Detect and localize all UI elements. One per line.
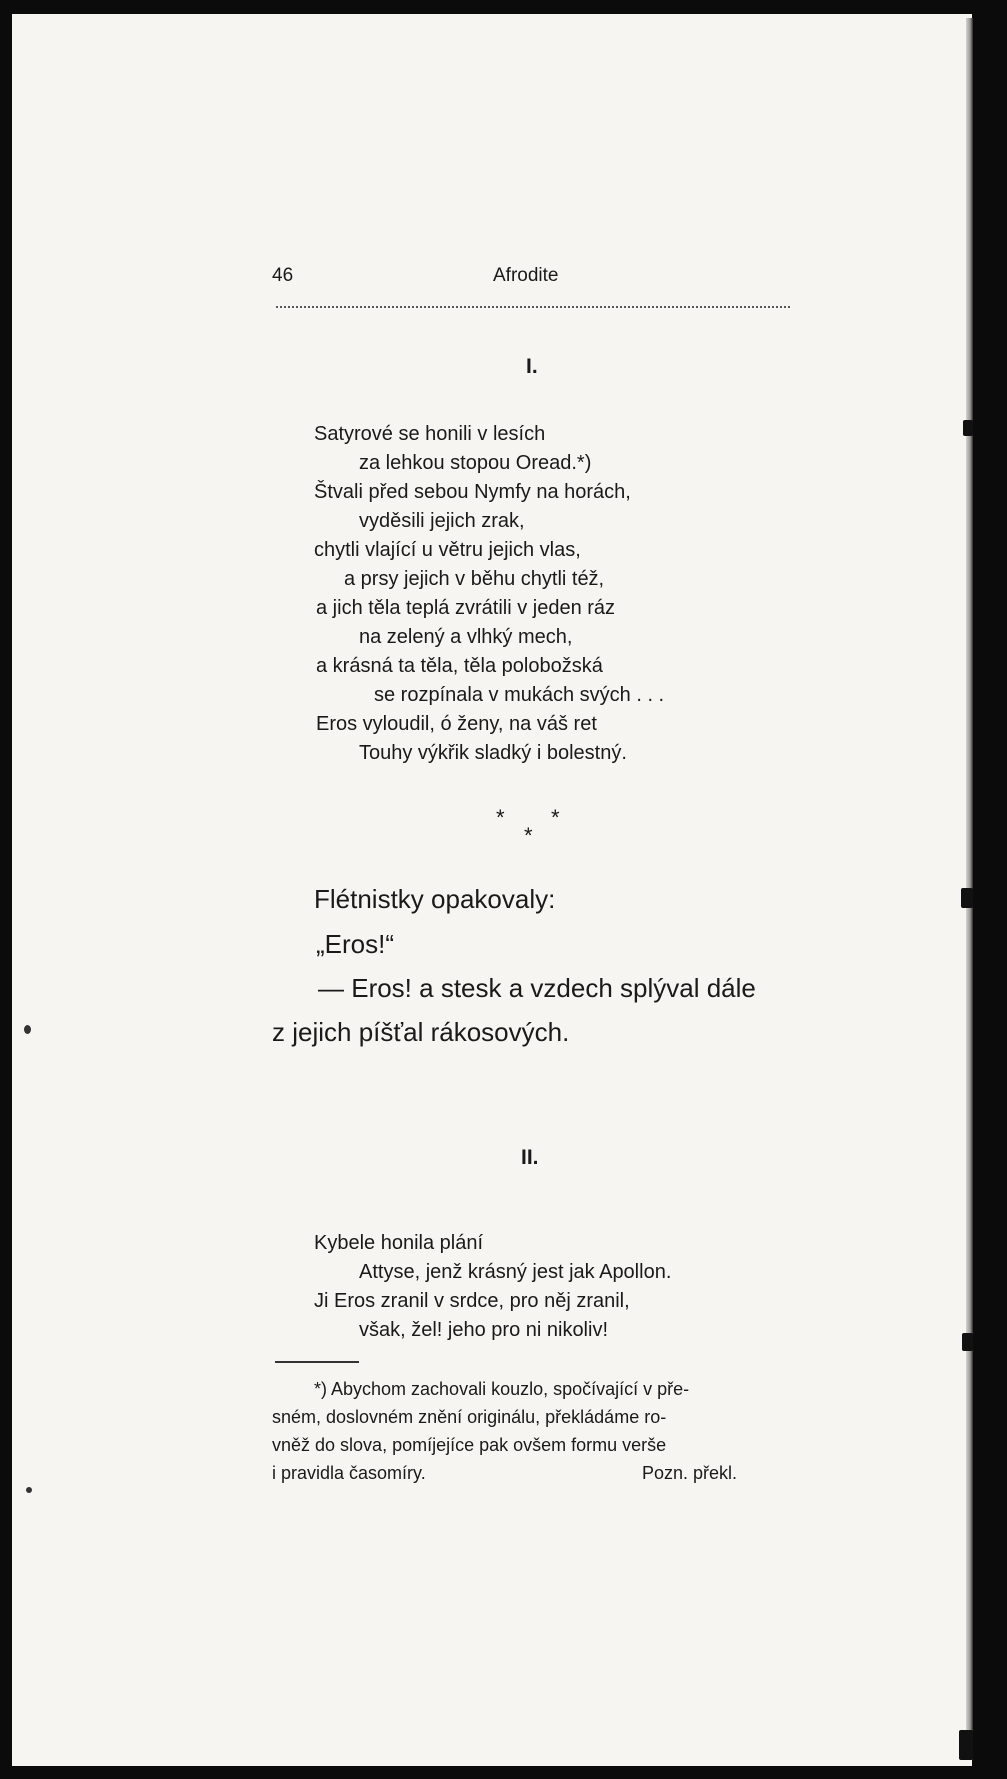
poem-line: na zelený a vlhký mech, (359, 626, 573, 648)
asterism-star: * (524, 823, 533, 848)
poem-line: a krásná ta těla, těla polobožská (316, 655, 603, 677)
left-speck (26, 1487, 32, 1493)
poem-line: a prsy jejich v běhu chytli též, (344, 568, 605, 590)
poem-line: za lehkou stopou Oread.*) (359, 452, 592, 474)
flute-line: „Eros!“ (316, 929, 394, 959)
section-one-heading: I. (526, 355, 538, 378)
edge-mark (959, 1730, 973, 1760)
asterism-star: * (551, 805, 560, 830)
header-rule (276, 306, 790, 308)
poem-line: Kybele honila plání (314, 1232, 484, 1254)
footnote-line: sném, doslovném znění originálu, překládáme ro- (272, 1407, 667, 1427)
poem-line: Štvali před sebou Nymfy na horách, (314, 481, 631, 503)
poem-line: Eros vyloudil, ó ženy, na váš ret (316, 713, 597, 735)
edge-mark (962, 1333, 973, 1351)
poem-line: Touhy výkřik sladký i bolestný. (359, 742, 627, 764)
section-two-heading: II. (521, 1146, 539, 1169)
edge-mark (961, 888, 973, 908)
poem-line: však, žel! jeho pro ni nikoliv! (359, 1319, 609, 1341)
footnote-line: vněž do slova, pomíjejíce pak ovšem formu verše (272, 1435, 667, 1455)
left-speck (24, 1025, 31, 1034)
running-title: Afrodite (493, 265, 559, 286)
edge-mark (963, 420, 973, 436)
asterism-star: * (496, 805, 505, 830)
footnote-line: *) Abychom zachovali kouzlo, spočívající v pře- (314, 1379, 690, 1399)
flute-line: z jejich píšťal rákosových. (272, 1017, 570, 1047)
flute-line: — Eros! a stesk a vzdech splýval dále (318, 973, 756, 1003)
poem-line: Ji Eros zranil v srdce, pro něj zranil, (314, 1290, 630, 1312)
footnote-line: i pravidla časomíry. (272, 1463, 426, 1483)
footnote-signature: Pozn. překl. (642, 1463, 738, 1483)
poem-line: a jich těla teplá zvrátili v jeden ráz (316, 597, 616, 619)
flute-line: Flétnistky opakovaly: (314, 884, 556, 914)
poem-line: vyděsili jejich zrak, (359, 510, 525, 532)
footnote-rule (275, 1361, 359, 1363)
poem-line: Satyrové se honili v lesích (314, 423, 546, 445)
poem-line: Attyse, jenž krásný jest jak Apollon. (359, 1261, 672, 1283)
page-number: 46 (272, 265, 294, 286)
poem-line: chytli vlající u větru jejich vlas, (314, 539, 581, 561)
poem-line: se rozpínala v mukách svých . . . (374, 684, 665, 706)
